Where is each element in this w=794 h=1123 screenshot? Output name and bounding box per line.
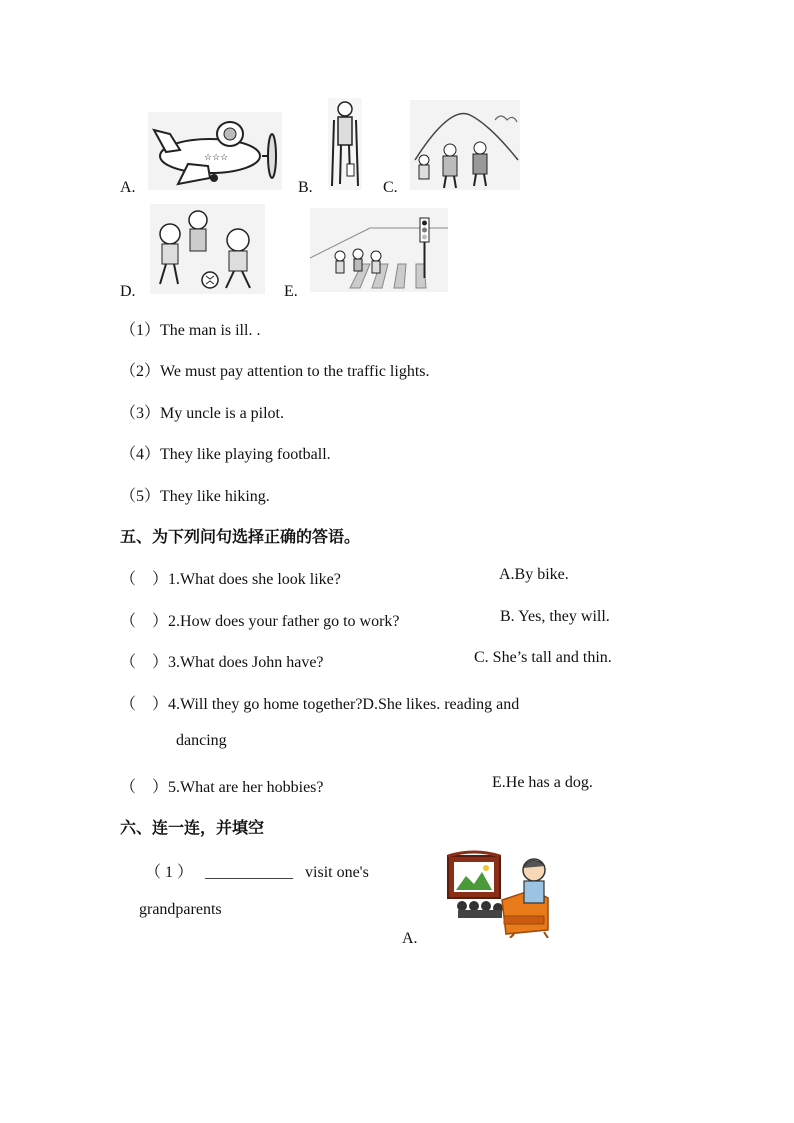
picture-label-d: D. xyxy=(120,283,136,300)
picture-label-b: B. xyxy=(298,179,313,196)
sentence-number: （1） xyxy=(120,322,161,339)
answer-option: E.He has a dog. xyxy=(492,774,593,791)
question-text: 3.What does John have? xyxy=(168,654,324,671)
answer-option: A.By bike. xyxy=(499,566,569,583)
picture-label-a: A. xyxy=(120,179,136,196)
answer-bracket[interactable]: （ ） xyxy=(120,779,169,796)
fill-blank[interactable]: ___________ xyxy=(205,864,294,881)
phrase-text: visit one's xyxy=(305,864,369,881)
sentence-number: （3） xyxy=(120,405,161,422)
question-row xyxy=(120,566,341,589)
svg-text:☆☆☆: ☆☆☆ xyxy=(204,152,229,162)
sentence-item xyxy=(120,317,260,340)
answer-continuation: dancing xyxy=(176,732,227,749)
sentence-item xyxy=(120,400,284,423)
sentence-text: They like playing football. xyxy=(160,446,331,463)
airplane-pilot-icon xyxy=(148,112,282,190)
section-6-title: 六、连一连，并填空 xyxy=(120,818,265,837)
question-text: 5.What are her hobbies? xyxy=(168,779,324,796)
answer-bracket[interactable]: （ ） xyxy=(120,696,169,713)
match-item xyxy=(145,859,369,882)
kids-playing-football-icon xyxy=(150,204,265,294)
sentence-number: （5） xyxy=(120,488,161,505)
sentence-number: （4） xyxy=(120,446,161,463)
sentence-text: We must pay attention to the traffic lights. xyxy=(160,363,430,380)
sentence-item xyxy=(120,483,270,506)
question-row xyxy=(120,774,324,797)
picture-label-e: E. xyxy=(284,283,298,300)
phrase-continuation: grandparents xyxy=(139,901,222,918)
picture-label-c: C. xyxy=(383,179,398,196)
question-row xyxy=(120,649,324,672)
question-text: 2.How does your father go to work? xyxy=(168,613,400,630)
section-5-title: 五、为下列问句选择正确的答语。 xyxy=(120,527,361,546)
item-number: （ 1 ） xyxy=(145,864,194,881)
sentence-number: （2） xyxy=(120,363,161,380)
answer-bracket[interactable]: （ ） xyxy=(120,571,169,588)
traffic-light-crosswalk-icon xyxy=(310,208,448,292)
question-text: 1.What does she look like? xyxy=(168,571,341,588)
hiking-family-icon xyxy=(410,100,520,190)
answer-option: B. Yes, they will. xyxy=(500,608,610,625)
question-text: 4.Will they go home together?D.She likes. reading and xyxy=(168,696,520,713)
sentence-item xyxy=(120,358,429,381)
question-row xyxy=(120,691,519,714)
question-row xyxy=(120,608,400,631)
answer-option: C. She’s tall and thin. xyxy=(474,649,612,666)
boy-watching-film-icon xyxy=(444,850,556,938)
option-letter: A. xyxy=(402,930,418,947)
man-on-crutches-icon xyxy=(328,98,362,190)
sentence-text: They like hiking. xyxy=(160,488,270,505)
answer-bracket[interactable]: （ ） xyxy=(120,654,169,671)
answer-bracket[interactable]: （ ） xyxy=(120,613,169,630)
sentence-item xyxy=(120,441,331,464)
sentence-text: My uncle is a pilot. xyxy=(160,405,284,422)
sentence-text: The man is ill. . xyxy=(160,322,261,339)
